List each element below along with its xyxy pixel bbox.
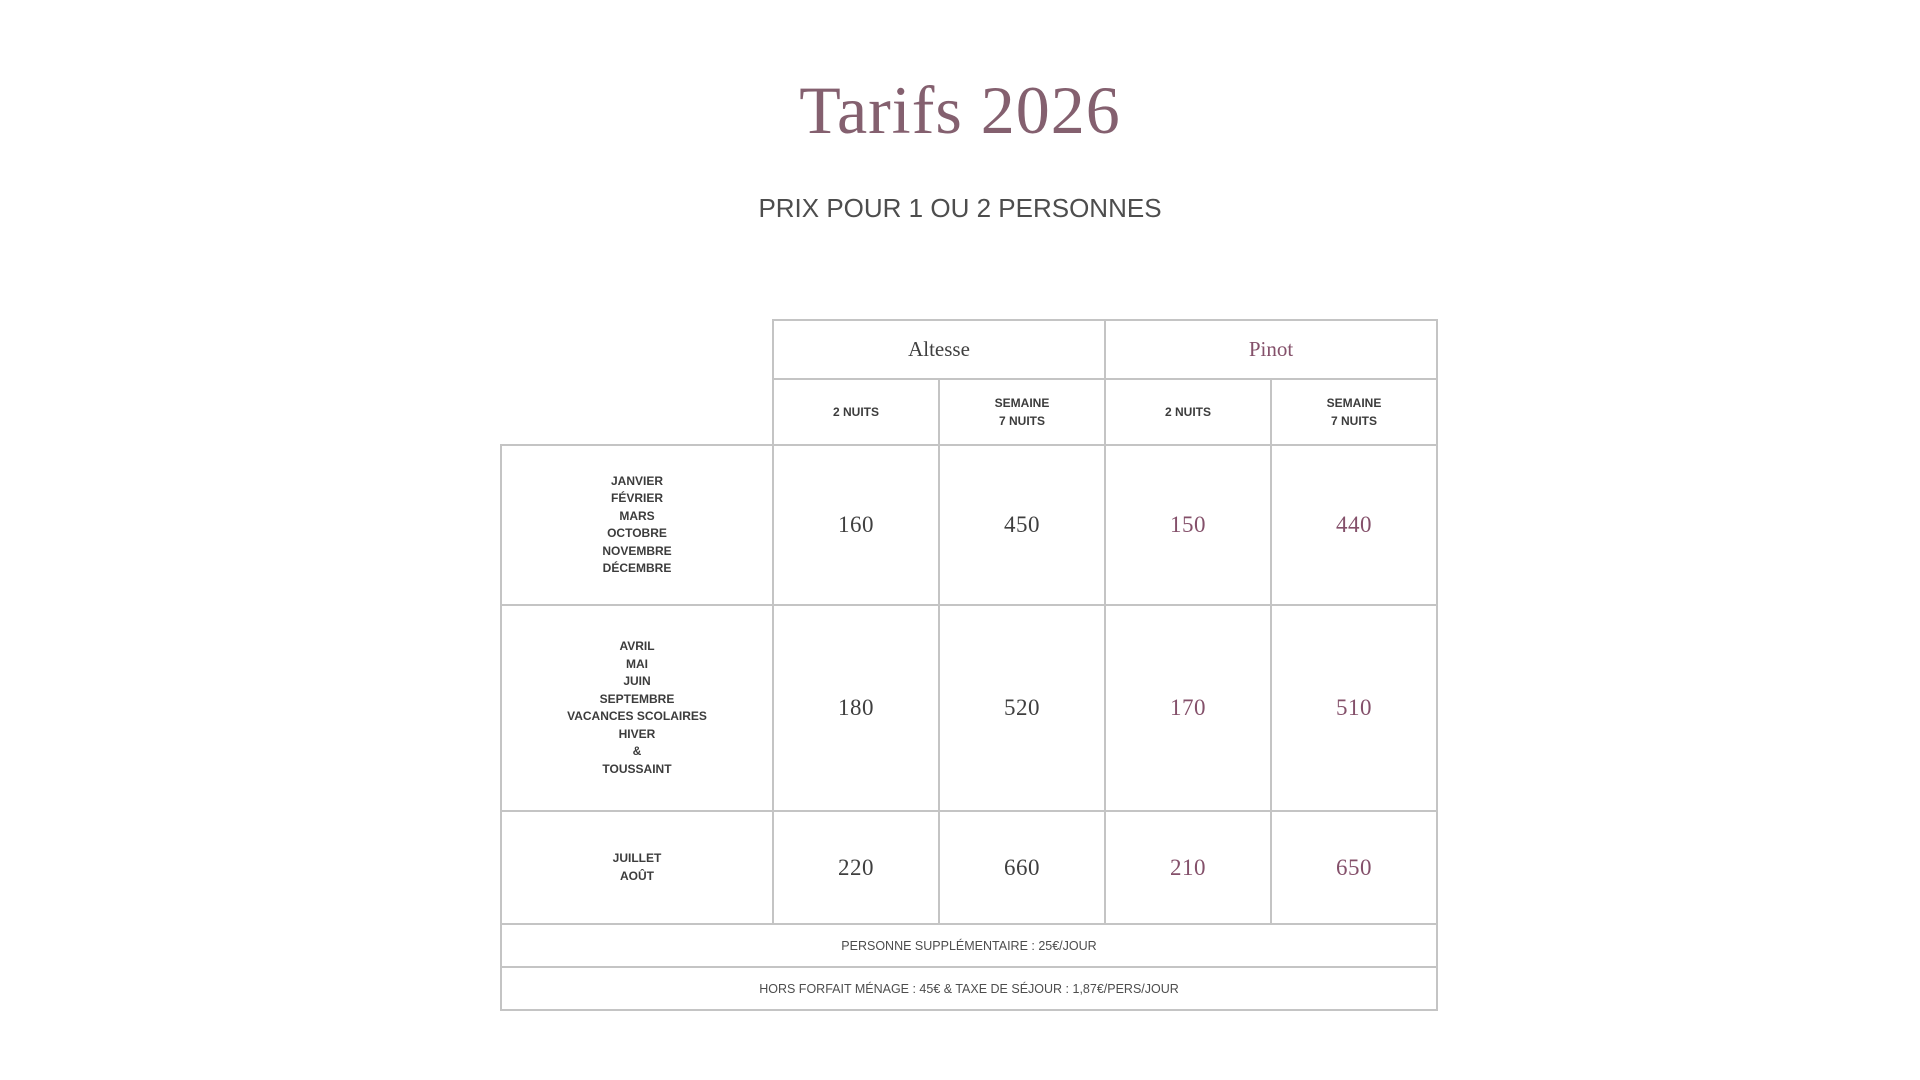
room-header-0	[772, 319, 1106, 380]
price-cell	[938, 604, 1106, 812]
price-value: 660	[1004, 854, 1040, 880]
season-list	[567, 638, 707, 778]
subheader-line: 2 NUITS	[1164, 405, 1211, 419]
season-label: HIVER	[618, 726, 656, 741]
season-label: JUIN	[623, 674, 651, 688]
subheader-1	[938, 378, 1106, 446]
price-value: 150	[1170, 512, 1206, 537]
season-cell	[500, 810, 774, 925]
season-label: &	[632, 744, 642, 758]
season-label: FÉVRIER	[610, 491, 663, 505]
price-value: 160	[838, 512, 874, 537]
page-subtitle: PRIX POUR 1 OU 2 PERSONNES	[758, 193, 1162, 223]
room-name: Pinot	[1248, 337, 1294, 361]
season-label: AVRIL	[619, 639, 655, 653]
note-row	[500, 966, 1438, 1011]
season-cell	[500, 444, 774, 606]
note-row	[500, 923, 1438, 968]
price-value: 440	[1336, 512, 1372, 537]
price-cell	[938, 444, 1106, 606]
note-text: PERSONNE SUPPLÉMENTAIRE : 25€/JOUR	[841, 938, 1097, 953]
price-value: 510	[1336, 695, 1372, 720]
price-cell	[772, 604, 940, 812]
price-cell	[772, 444, 940, 606]
price-value: 650	[1336, 854, 1372, 880]
price-cell	[1270, 810, 1438, 925]
season-list	[613, 850, 662, 885]
price-value: 210	[1170, 854, 1206, 880]
subheader-2	[1104, 378, 1272, 446]
season-label: JUILLET	[612, 851, 662, 865]
room-header-1	[1104, 319, 1438, 380]
room-name: Altesse	[908, 337, 970, 361]
season-list	[602, 473, 671, 578]
subheader-line: 2 NUITS	[832, 405, 879, 419]
price-cell	[1270, 444, 1438, 606]
price-value: 170	[1170, 695, 1206, 720]
note-text: HORS FORFAIT MÉNAGE : 45€ & TAXE DE SÉJOUR : 1,87€/PERS/JOUR	[759, 981, 1179, 996]
subheader-label	[995, 394, 1050, 430]
price-cell	[1104, 444, 1272, 606]
price-value: 520	[1004, 695, 1040, 720]
season-label: AOÛT	[619, 868, 654, 883]
price-value: 180	[838, 695, 874, 720]
price-cell	[1104, 604, 1272, 812]
subheader-3	[1270, 378, 1438, 446]
season-label: SEPTEMBRE	[599, 691, 675, 706]
season-cell	[500, 604, 774, 812]
season-label: DÉCEMBRE	[602, 561, 672, 575]
season-label: TOUSSAINT	[602, 761, 672, 776]
subheader-line: SEMAINE	[994, 396, 1050, 410]
price-value: 220	[838, 854, 874, 880]
subheader-line: 7 NUITS	[1330, 414, 1377, 428]
price-value: 450	[1004, 512, 1040, 537]
season-label: MAI	[625, 656, 648, 671]
price-cell	[1104, 810, 1272, 925]
subheader-0	[772, 378, 940, 446]
subheader-line: SEMAINE	[1326, 396, 1382, 410]
subheader-label	[833, 403, 879, 421]
price-cell	[1270, 604, 1438, 812]
price-cell	[772, 810, 940, 925]
season-label: OCTOBRE	[607, 526, 667, 540]
page-title: Tarifs 2026	[799, 72, 1121, 148]
season-label: JANVIER	[610, 473, 663, 488]
season-label: MARS	[619, 508, 655, 523]
season-label: VACANCES SCOLAIRES	[567, 709, 707, 723]
subheader-label	[1327, 394, 1382, 430]
subheader-line: 7 NUITS	[998, 414, 1045, 428]
season-label: NOVEMBRE	[602, 543, 672, 558]
price-cell	[938, 810, 1106, 925]
subheader-label	[1165, 403, 1211, 421]
